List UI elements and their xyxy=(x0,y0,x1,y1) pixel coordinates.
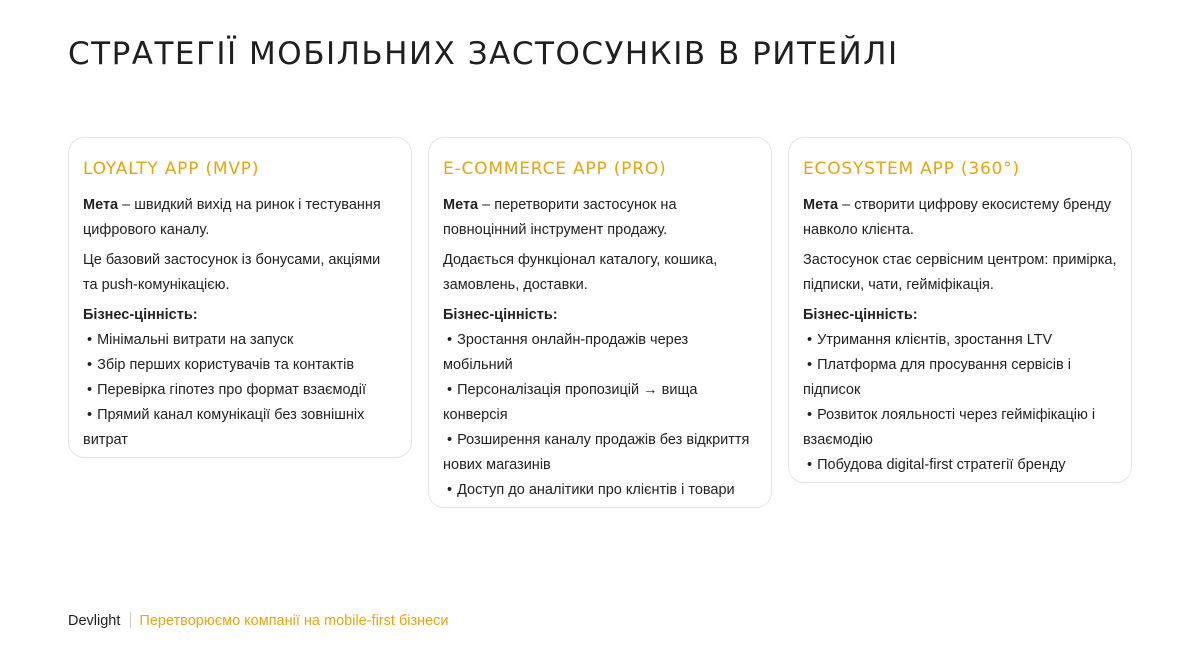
business-value-list xyxy=(443,328,757,503)
list-item: • Доступ до аналітики про клієнтів і товари xyxy=(443,478,757,503)
list-item: • Персоналізація пропозицій → вища конверсія xyxy=(443,378,757,428)
footer-tagline: Перетворюємо компанії на mobile-first бізнеси xyxy=(139,613,449,629)
goal-text: – перетворити застосунок на повноцінний інструмент продажу. xyxy=(443,197,677,238)
list-item: • Утримання клієнтів, зростання LTV xyxy=(803,328,1117,353)
goal-text: – створити цифрову екосистему бренду навколо клієнта. xyxy=(803,197,1112,238)
card-title: ECOSYSTEM APP (360°) xyxy=(803,159,1020,179)
business-value-heading: Бізнес-цінність: xyxy=(803,307,918,323)
footer-divider xyxy=(130,612,131,628)
list-item: • Розвиток лояльності через гейміфікацію і взаємодію xyxy=(803,403,1117,453)
card-title: LOYALTY APP (MVP) xyxy=(83,159,260,179)
footer xyxy=(68,611,449,631)
list-item: • Побудова digital-first стратегії бренду xyxy=(803,453,1117,478)
list-item: • Розширення каналу продажів без відкриття нових магазинів xyxy=(443,428,757,478)
goal-label: Мета xyxy=(83,197,119,213)
footer-brand: Devlight xyxy=(68,613,121,629)
card-description: Це базовий застосунок із бонусами, акціями та push-комунікацією. xyxy=(83,252,381,293)
business-value-heading: Бізнес-цінність: xyxy=(443,307,558,323)
card-description: Додається функціонал каталогу, кошика, замовлень, доставки. xyxy=(443,252,718,293)
card-goal xyxy=(83,193,397,243)
list-item: • Зростання онлайн-продажів через мобільний xyxy=(443,328,757,378)
business-value-list xyxy=(803,328,1117,478)
card-description: Застосунок стає сервісним центром: примірка, підписки, чати, гейміфікація. xyxy=(803,252,1117,293)
card-goal xyxy=(443,193,757,243)
business-value-heading: Бізнес-цінність: xyxy=(83,307,198,323)
card-goal xyxy=(803,193,1117,243)
page-title: СТРАТЕГІЇ МОБІЛЬНИХ ЗАСТОСУНКІВ В РИТЕЙЛІ xyxy=(68,36,899,72)
goal-label: Мета xyxy=(803,197,839,213)
list-item: • Збір перших користувачів та контактів xyxy=(83,353,397,378)
list-item: • Перевірка гіпотез про формат взаємодії xyxy=(83,378,397,403)
list-item: • Прямий канал комунікації без зовнішніх витрат xyxy=(83,403,397,453)
strategy-card-ecosystem xyxy=(788,137,1132,483)
card-title: E-COMMERCE APP (PRO) xyxy=(443,159,667,179)
strategy-card-ecommerce xyxy=(428,137,772,508)
goal-label: Мета xyxy=(443,197,479,213)
list-item: • Платформа для просування сервісів і підписок xyxy=(803,353,1117,403)
list-item: • Мінімальні витрати на запуск xyxy=(83,328,397,353)
business-value-list xyxy=(83,328,397,453)
strategy-card-loyalty xyxy=(68,137,412,458)
goal-text: – швидкий вихід на ринок і тестування цифрового каналу. xyxy=(83,197,381,238)
